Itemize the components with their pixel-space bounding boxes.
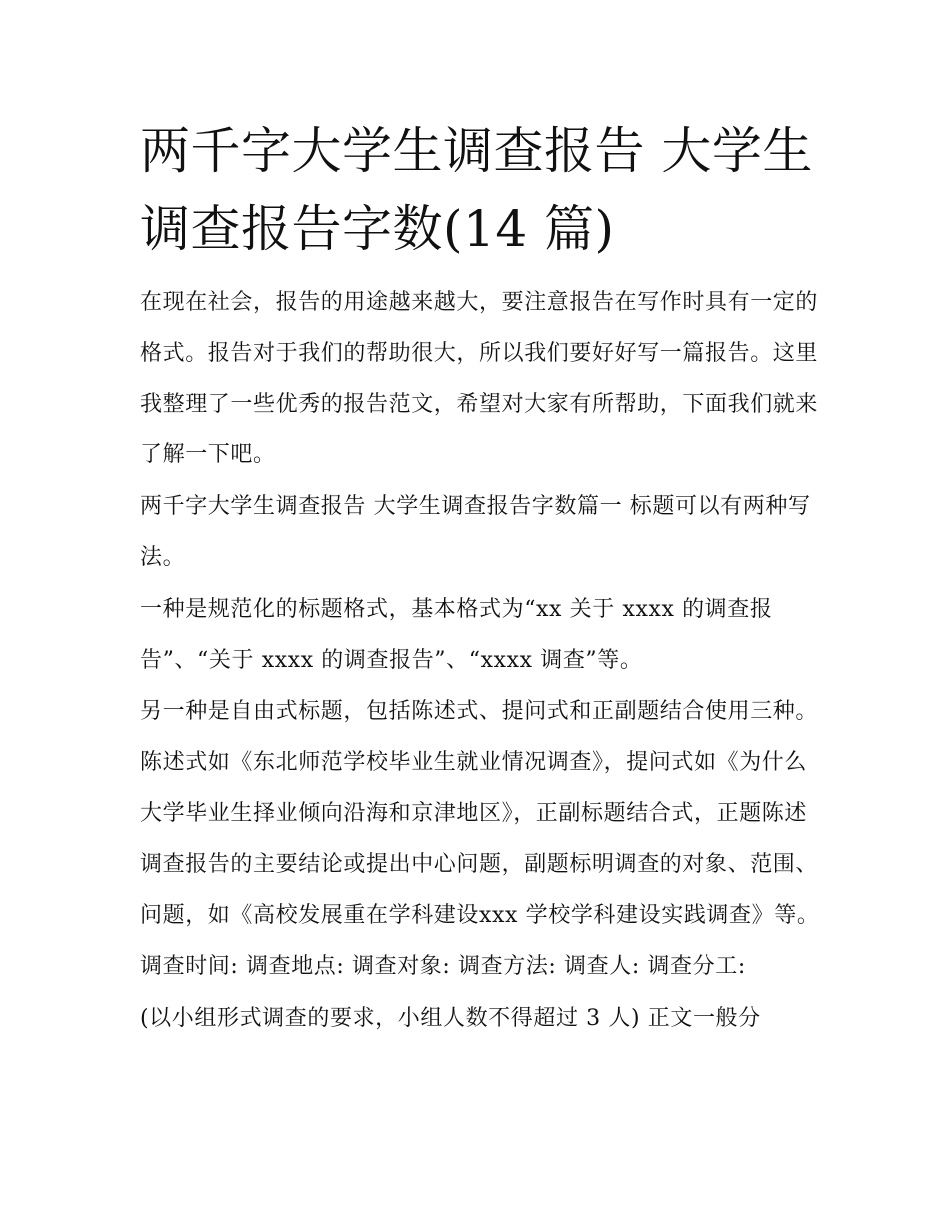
standard-title-paragraph: 一种是规范化的标题格式，基本格式为“xx 关于 xxxx 的调查报告”、“关于 xxxx 的调查报告”、“xxxx 调查”等。 <box>140 596 773 673</box>
section-heading-paragraph: 两千字大学生调查报告 大学生调查报告字数篇一 标题可以有两种写法。 <box>140 494 811 570</box>
intro-paragraph: 在现在社会，报告的用途越来越大，要注意报告在写作时具有一定的格式。报告对于我们的帮助很大，所以我们要好好写一篇报告。这里我整理了一些优秀的报告范文，希望对大家有所帮助，下面我们就来了解一下吧。 <box>140 290 819 468</box>
survey-info-paragraph: 调查时间: 调查地点: 调查对象: 调查方法: 调查人: 调查分工: <box>140 954 746 980</box>
document-body <box>140 278 820 1046</box>
free-title-paragraph: 另一种是自由式标题，包括陈述式、提问式和正副题结合使用三种。陈述式如《东北师范学校毕业生就业情况调查》，提问式如《为什么大学毕业生择业倾向沿海和京津地区》，正副标题结合式，正题陈述调查报告的主要结论或提出中心问题，副题标明调查的对象、范围、问题，如《高校发展重在学科建设xxx 学校学科建设实践调查》等。 <box>140 699 820 928</box>
document-title: 两千字大学生调查报告 大学生调查报告字数(14 篇) <box>140 122 813 258</box>
group-requirement-paragraph: (以小组形式调查的要求，小组人数不得超过 3 人) 正文一般分 <box>140 1006 761 1032</box>
